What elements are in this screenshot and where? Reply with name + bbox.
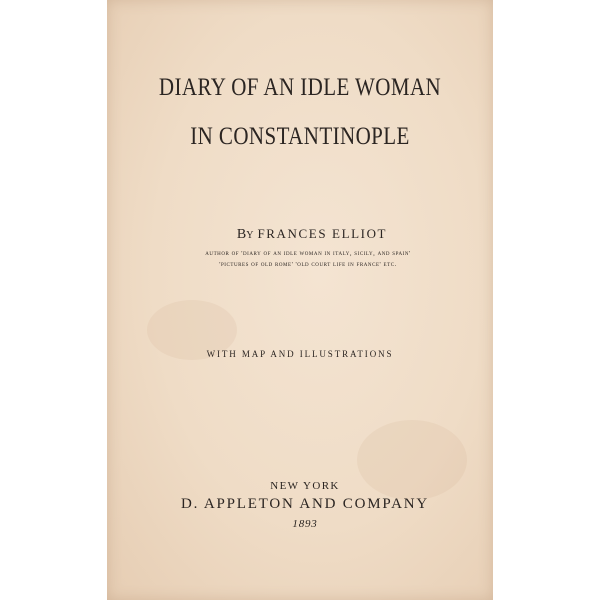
author-name: FRANCES ELLIOT: [257, 226, 388, 241]
author-note: [115, 248, 501, 270]
author-note-line-1: author of 'diary of an idle woman in italy, sicily, and spain': [205, 250, 411, 257]
author-note-line-2: 'pictures of old rome' 'old court life in france' etc.: [219, 261, 397, 268]
byline-prefix-rest: Y: [246, 230, 254, 241]
byline-prefix-first: B: [236, 227, 247, 242]
book-title-line-2: IN CONSTANTINOPLE: [190, 123, 410, 150]
book-title-line-1: DIARY OF AN IDLE WOMAN: [158, 74, 442, 101]
publication-year: 1893: [292, 518, 318, 530]
publisher-name: D. APPLETON AND COMPANY: [180, 496, 430, 512]
illustrations-note: WITH MAP AND ILLUSTRATIONS: [206, 349, 394, 359]
publisher-city: NEW YORK: [270, 480, 340, 492]
title-page: [107, 0, 493, 600]
byline: [119, 226, 505, 243]
